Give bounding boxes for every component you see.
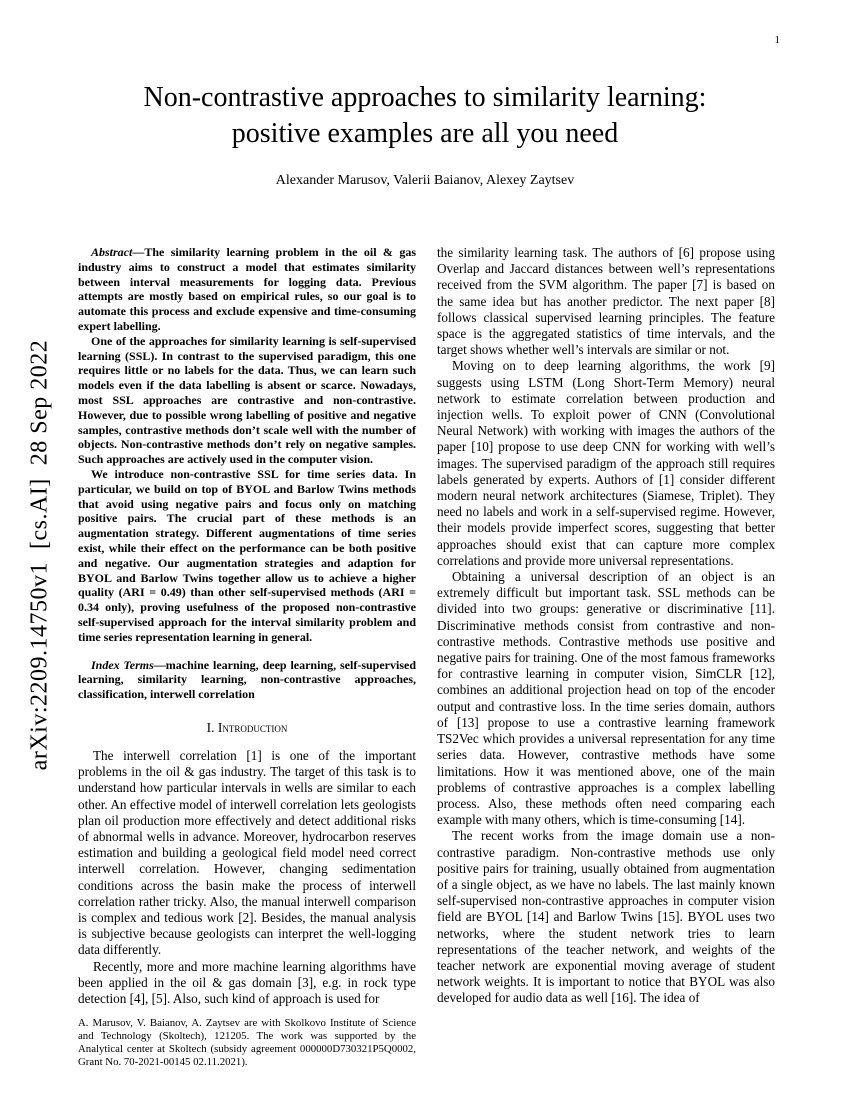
intro-paragraph-1: The interwell correlation [1] is one of the important problems in the oil & gas industry. The target of this task is to understand how particular intervals in wells are similar to each other. An effective model of interwell correlation lets geologists plan oil production more effectively and detect additional risks of abnormal wells in advance. Moreover, hydrocarbon reserves estimation and building a geological field model need correct interwell correlation. However, changing sedimentation conditions across the basin make the process of interwell correlation rather tricky. Also, the manual interwell comparison is complex and tedious work [2]. Besides, the manual analysis is subjective because geologists can interpret the well-logging data differently. (78, 747, 416, 958)
arxiv-watermark: arXiv:2209.14750v1 [cs.AI] 28 Sep 2022 (26, 339, 53, 771)
abstract-paragraph-1 (78, 245, 416, 334)
index-terms-lead: Index Terms— (91, 657, 166, 672)
abstract-paragraph-2: One of the approaches for similarity learning is self-supervised learning (SSL). In contrast to the supervised paradigm, this one requires little or no labels for the data. Thus, we can learn such models even if the data labelling is absent or scarce. Nowadays, most SSL approaches are contrastive and non-contrastive. However, due to possible wrong labelling of positive and negative samples, contrastive methods don’t scale well with the number of objects. Non-contrastive methods don’t rely on negative samples. Such approaches are actively used in the computer vision. (78, 333, 416, 467)
column2-paragraph-3: Obtaining a universal description of an object is an extremely difficult but important task. SSL methods can be divided into two groups: generative or discriminative [11]. Discriminative methods consist from contrastive and non-contrastive methods. Contrastive methods use positive and negative pairs for training. One of the most famous frameworks for contrastive learning in computer vision, SimCLR [12], combines an additional projection head on top of the encoder output and contrastive loss. In the time series domain, authors of [13] propose to use a contrastive learning framework TS2Vec which provides a universal representation for any time series data. However, contrastive methods have some limitations. How it was mentioned above, one of the main problems of contrastive approaches is a complex labelling process. Also, these methods often need comparing each example with many others, which is time-consuming [14]. (437, 569, 775, 828)
title-block (0, 80, 850, 189)
paper-title-line2: positive examples are all you need (231, 118, 619, 149)
index-terms-paragraph (78, 658, 416, 702)
two-column-body (78, 245, 775, 1069)
left-column (78, 245, 416, 1069)
author-footnote: A. Marusov, V. Baianov, A. Zaytsev are with Skolkovo Institute of Science and Technology (Skoltech), 121205. The work was supported by the Analytical center at Skoltech (subsidy agreement 000000D730321P5Q0002, Grant No. 70-2021-00145 02.11.2021). (78, 1017, 416, 1069)
paper-title-line1: Non-contrastive approaches to similarity learning: (143, 82, 707, 113)
page-number: 1 (774, 34, 780, 46)
right-column (437, 245, 775, 1069)
intro-paragraph-2: Recently, more and more machine learning algorithms have been applied in the oil & gas domain [3], e.g. in rock type detection [4], [5]. Also, such kind of approach is used for (78, 958, 416, 1006)
column2-paragraph-4: The recent works from the image domain use a non-contrastive paradigm. Non-contrastive methods use only positive pairs for training, usually obtained from augmentation of a single object, as we have no labels. The last mainly known self-supervised non-contrastive approaches in computer vision field are BYOL [14] and Barlow Twins [15]. BYOL uses two networks, where the student network tries to learn representations of the teacher network, and weights of the teacher network are exponential moving average of student network weights. It is important to notice that BYOL was also developed for audio data as well [16]. The idea of (437, 828, 775, 1006)
column2-paragraph-2: Moving on to deep learning algorithms, the work [9] suggests using LSTM (Long Short-Term Memory) neural network to estimate correlation between production and injection wells. To exploit power of CNN (Convolutional Neural Network) with working with images the authors of the paper [10] propose to use deep CNN for working with well’s images. The supervised paradigm of the approach still requires labels generated by experts. Authors of [1] consider different modern neural network architectures (Siamese, Triplet). They need no labels and work in a self-supervised regime. However, their models provide imperfect scores, suggesting that better approaches should exist that can capture more complex correlations and provide more universal representations. (437, 358, 775, 568)
abstract-lead: Abstract— (91, 245, 145, 259)
section-heading-introduction: I. Introduction (206, 719, 288, 735)
abstract-paragraph-3: We introduce non-contrastive SSL for time series data. In particular, we build on top of BYOL and Barlow Twins methods that avoid using negative pairs and focus only on matching positive pairs. The crucial part of these methods is an augmentation strategy. Different augmentations of time series exist, while their effect on the performance can be both positive and negative. Our augmentation strategies and adaption for BYOL and Barlow Twins together allow us to achieve a higher quality (ARI = 0.49) than other self-supervised methods (ARI = 0.34 only), proving usefulness of the proposed non-contrastive self-supervised approach for the interval similarity problem and time series representation learning in general. (78, 466, 416, 644)
column2-paragraph-1: the similarity learning task. The authors of [6] propose using Overlap and Jaccard distances between well’s representations received from the SVM algorithm. The paper [7] is based on the same idea but has another predictor. The next paper [8] follows classical supervised learning principles. The feature space is the aggregated statistics of time intervals, and the target shows whether well’s intervals are similar or not. (437, 245, 775, 358)
index-terms-text: machine learning, deep learning, self-supervised learning, similarity learning, non-contrastive approaches, classification, interwell correlation (78, 657, 416, 702)
authors-line: Alexander Marusov, Valerii Baianov, Alexey Zaytsev (275, 173, 575, 188)
abstract-text-1: The similarity learning problem in the oil & gas industry aims to construct a model that estimates similarity between interval measurements for logging data. Previous attempts are mostly based on empirical rules, so our goal is to automate this process and exclude expensive and time-consuming expert labelling. (78, 245, 416, 333)
